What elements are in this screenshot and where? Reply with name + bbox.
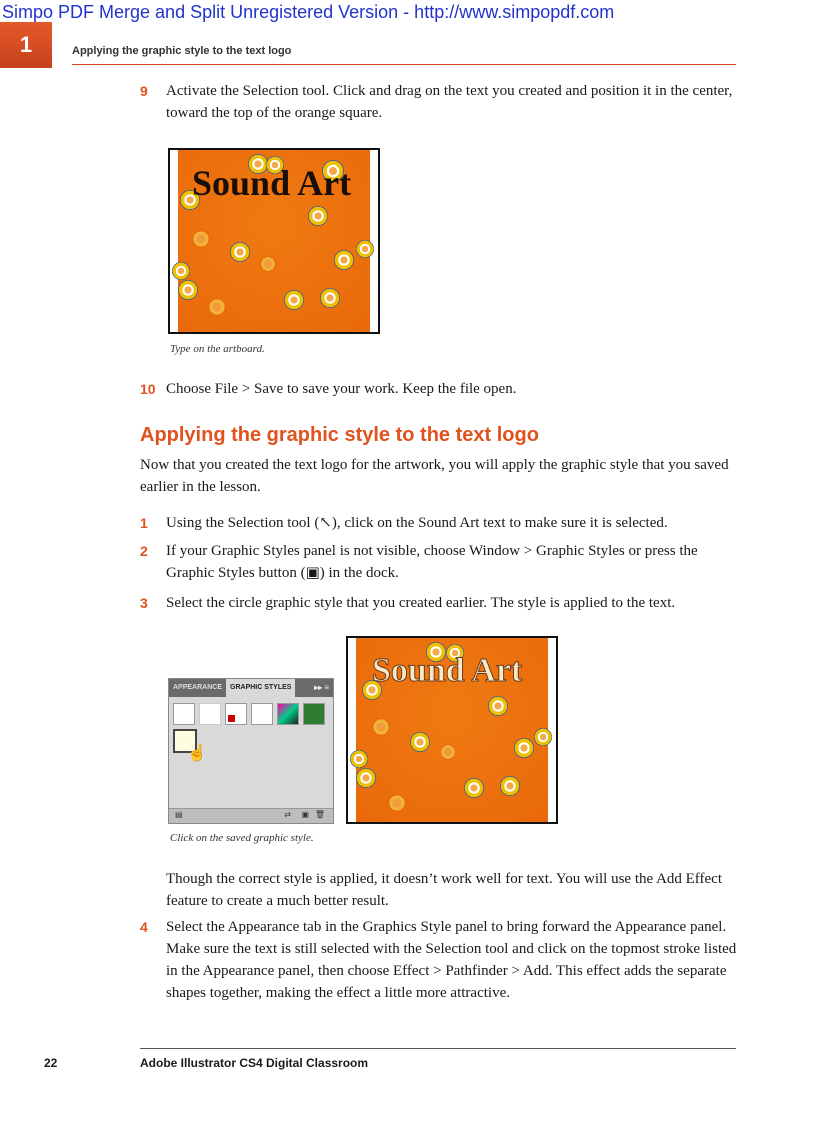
circle-graphic (534, 728, 552, 746)
break-link-icon[interactable]: ⇄ (284, 810, 291, 819)
circle-graphic (192, 230, 210, 248)
step-number: 4 (140, 919, 148, 935)
style-swatch[interactable] (199, 703, 221, 725)
hand-cursor-icon: ☝ (187, 745, 207, 762)
panel-bottom-bar (169, 808, 333, 823)
style-swatch[interactable] (173, 703, 195, 725)
step-number: 1 (140, 515, 148, 531)
circle-graphic (178, 280, 198, 300)
step-text: Choose File > Save to save your work. Keep the file open. (166, 381, 517, 397)
step-1 (140, 512, 740, 534)
chapter-tab: 1 (0, 22, 52, 68)
book-title: Adobe Illustrator CS4 Digital Classroom (140, 1056, 369, 1070)
footer-rule (140, 1048, 736, 1049)
artboard-figure-2 (346, 636, 558, 824)
tab-graphic-styles[interactable]: GRAPHIC STYLES (226, 679, 295, 697)
step-number: 10 (140, 381, 156, 397)
circle-graphic (464, 778, 484, 798)
artboard-figure-1 (168, 148, 380, 334)
circle-graphic (334, 250, 354, 270)
graphic-styles-panel (168, 678, 334, 824)
circle-graphic (284, 290, 304, 310)
step-number: 2 (140, 543, 148, 559)
figure-caption-1: Type on the artboard. (170, 343, 265, 355)
step-10 (140, 378, 740, 400)
circle-graphic (172, 262, 190, 280)
watermark-banner: Simpo PDF Merge and Split Unregistered Version - http://www.simpopdf.com (2, 2, 615, 22)
style-swatches (169, 697, 333, 729)
circle-graphic (356, 768, 376, 788)
circle-graphic (410, 732, 430, 752)
circle-graphic (372, 718, 390, 736)
step-9 (140, 80, 740, 124)
page-number: 22 (44, 1056, 58, 1070)
circle-graphic (514, 738, 534, 758)
figure-caption-2: Click on the saved graphic style. (170, 832, 314, 844)
circle-graphic (260, 256, 276, 272)
step-text: Select the circle graphic style that you created earlier. The style is applied to the text. (166, 595, 676, 611)
circle-graphic (208, 298, 226, 316)
panel-tab-bar (169, 679, 333, 697)
circle-graphic (388, 794, 406, 812)
circle-graphic (500, 776, 520, 796)
step-3 (140, 592, 740, 614)
logo-text: Sound Art (192, 163, 352, 203)
panel-menu-icon[interactable]: ▸▸ ≡ (314, 683, 329, 692)
step-text: Using the Selection tool (↖), click on the Sound Art text to make sure it is selected. (166, 515, 668, 531)
header-rule (72, 64, 736, 65)
step-text: If your Graphic Styles panel is not visible, choose Window > Graphic Styles or press the Graphic Styles button (▣) in the dock. (166, 543, 698, 581)
running-head: Applying the graphic style to the text logo (72, 45, 292, 57)
step-number: 9 (140, 83, 148, 99)
library-menu-icon[interactable]: ▤ (175, 810, 183, 819)
tab-appearance[interactable]: APPEARANCE (173, 684, 223, 691)
step-4 (140, 916, 740, 1004)
follow-up-paragraph: Though the correct style is applied, it doesn’t work well for text. You will use the Add Effect feature to create a much better result. (166, 871, 723, 909)
style-swatch[interactable] (303, 703, 325, 725)
section-heading: Applying the graphic style to the text logo (140, 424, 539, 446)
intro-paragraph: Now that you created the text logo for the artwork, you will apply the graphic style that you saved earlier in the lesson. (140, 457, 729, 495)
step-text: Select the Appearance tab in the Graphics Style panel to bring forward the Appearance panel. Make sure the text is still selected with the Selection tool and click on the topmost stroke listed in the Appearance panel, then choose Effect > Pathfinder > Add. This effect adds the separate shapes together, making the effect a little more attractive. (166, 919, 737, 1001)
circle-graphic (440, 744, 456, 760)
circle-graphic (320, 288, 340, 308)
trash-icon[interactable]: 🗑 (314, 810, 325, 819)
swatch-mark (228, 715, 235, 722)
circle-graphic (356, 240, 374, 258)
circle-graphic (308, 206, 328, 226)
step-2 (140, 540, 740, 584)
style-swatch[interactable] (225, 703, 247, 725)
styled-logo-text: Sound Art (372, 652, 523, 689)
style-swatch[interactable] (277, 703, 299, 725)
circle-graphic (350, 750, 368, 768)
step-number: 3 (140, 595, 148, 611)
new-style-icon[interactable]: ▣ (301, 810, 309, 819)
circle-graphic (488, 696, 508, 716)
style-swatch[interactable] (251, 703, 273, 725)
step-text: Activate the Selection tool. Click and drag on the text you created and position it in the center, toward the top of the orange square. (166, 83, 733, 121)
circle-graphic (230, 242, 250, 262)
